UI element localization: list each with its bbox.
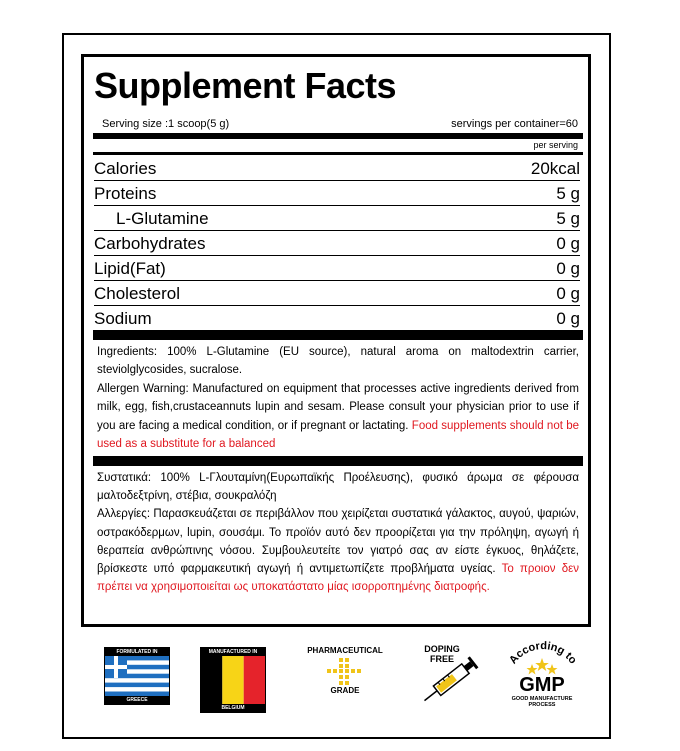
badge-caption-top: FORMULATED IN [105, 648, 169, 656]
nutrient-name: Carbohydrates [94, 234, 206, 253]
allergen-warning-text [97, 380, 579, 453]
nutrient-name: Cholesterol [94, 284, 180, 303]
allergen-text: Allergen Warning: Manufactured on equipment that processes active ingredients derived from milk, egg, fish,crustaceannuts lupin and sesam. Please consult your physician prior to use if you are facing a medical condition, or if pregnant or lactating. [97, 382, 579, 432]
ingredients-text: Ingredients: 100% L-Glutamine (EU source), natural aroma on maltodextrin carrier, steviolglycosides, sucralose. [97, 346, 579, 377]
free-label: FREE [429, 654, 454, 664]
badge-caption-bottom: GREECE [105, 696, 169, 704]
nutrient-name: Lipid(Fat) [94, 259, 166, 278]
nutrient-value: 20kcal [530, 159, 580, 178]
gmp-arc-label: According to [507, 640, 579, 667]
per-serving-label: per serving [533, 140, 578, 150]
svg-text:According to [507, 640, 579, 667]
syringe-icon [416, 644, 494, 706]
supplement-facts-title: Supplement Facts [94, 65, 397, 106]
greek-allergen-text: Αλλεργίες: Παρασκευάζεται σε περιβάλλον που χειρίζεται συστατικά γάλακτος, αυγού, ψαριών, οστρακόδερμων, lupin, σουσάμι. Το προϊόν αυτό δεν προορίζεται για την πρόληψη, αγωγή ή θεραπεία ανθρώπινης νόσου. Συμβουλευτείτε τον γιατρό σας αν είστε έγκυος, θηλάζετε, βρίσκεστε υπό φαρμακευτική αγωγή ή αντιμετωπίζετε προβλήματα υγείας. [97, 508, 579, 576]
manufactured-in-belgium-badge [200, 647, 266, 713]
servings-per-container: servings per container=60 [451, 118, 578, 130]
nutrient-value: 0 g [556, 259, 580, 278]
nutrient-row-sodium [94, 306, 580, 331]
english-ingredients-block [97, 343, 579, 453]
nutrient-row-carbohydrates [94, 231, 580, 256]
greek-ingredients-text: Συστατικά: 100% L-Γλουταμίνη(Ευρωπαϊκής Προέλευσης), φυσικό άρωμα σε φέρουσα μαλτοδεξτρίνη, στέβια, σουκραλόζη [97, 472, 579, 503]
nutrient-row-cholesterol [94, 281, 580, 306]
belgium-flag-icon [201, 656, 265, 704]
nutrient-value: 0 g [556, 284, 580, 303]
divider-thick [93, 330, 583, 340]
divider-thick [93, 456, 583, 466]
greek-ingredients-block [97, 469, 579, 617]
nutrient-row-l-glutamine [94, 206, 580, 231]
nutrient-value: 5 g [556, 209, 580, 228]
badge-caption-bottom: GRADE [330, 686, 360, 695]
nutrient-row-proteins [94, 181, 580, 206]
serving-size: Serving size :1 scoop(5 g) [102, 118, 230, 130]
pharmaceutical-grade-badge [298, 646, 392, 696]
greece-flag-icon [105, 656, 169, 696]
badge-caption-top: MANUFACTURED IN [201, 648, 265, 656]
badge-caption-top: PHARMACEUTICAL [307, 646, 383, 655]
gmp-sub-label-1: GOOD MANUFACTURE [511, 696, 573, 702]
gmp-main-label: GMP [519, 674, 565, 696]
nutrient-name: Proteins [94, 184, 157, 203]
nutrient-name: Sodium [94, 309, 152, 328]
divider-medium [93, 152, 583, 155]
nutrient-name: Calories [94, 159, 157, 178]
nutrient-name: L-Glutamine [116, 209, 209, 228]
nutrient-value: 5 g [556, 184, 580, 203]
nutrient-row-lipid [94, 256, 580, 281]
divider-thick [93, 133, 583, 139]
gmp-sub-label-2: PROCESS [528, 702, 556, 708]
doping-label: DOPING [424, 644, 460, 654]
nutrient-row-calories [94, 156, 580, 181]
greek-supplement-warning: Το προιον δεν πρέπει να χρησιμοποιείται ως υποκατάστατο μίας ισορροπημένης διατροφής. [97, 563, 579, 594]
pharmacy-cross-icon [298, 656, 392, 686]
doping-free-badge [416, 644, 494, 706]
nutrient-value: 0 g [556, 234, 580, 253]
supplement-warning-text: Food supplements should not be used as a substitute for a balanced [97, 419, 579, 451]
nutrient-value: 0 g [556, 309, 580, 328]
gmp-badge [500, 640, 584, 712]
formulated-in-greece-badge [104, 647, 170, 705]
badge-caption-bottom: BELGIUM [201, 704, 265, 712]
greek-allergen-block [97, 505, 579, 596]
